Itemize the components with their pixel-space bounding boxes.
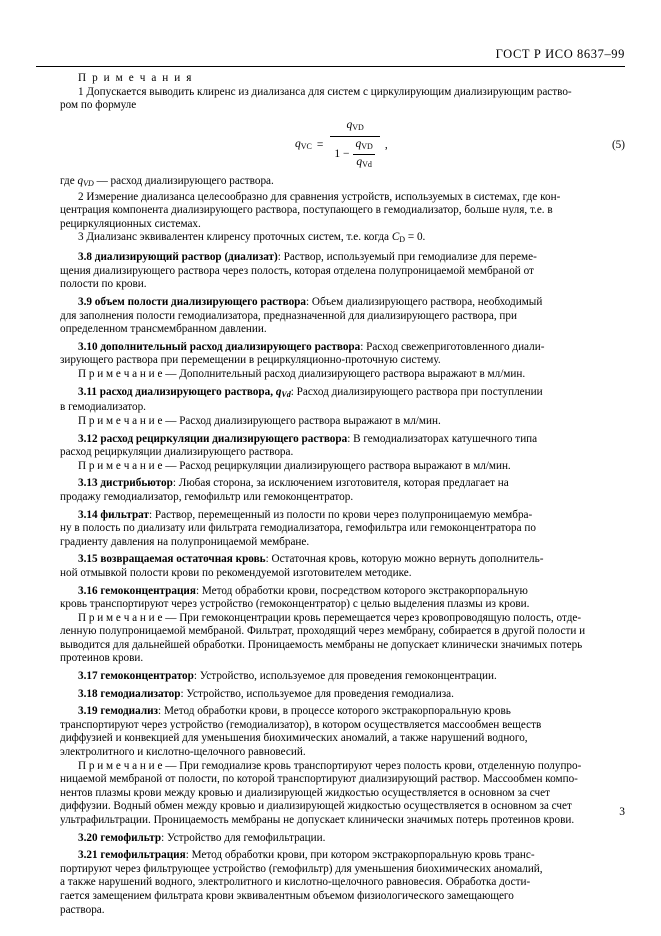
formula-equals: = <box>316 138 324 151</box>
term-3-13-text: : Любая сторона, за исключением изготовителя, которая предлагает на <box>172 477 509 490</box>
header-divider <box>36 66 625 67</box>
term-3-15-text: : Остаточная кровь, которую можно вернуть дополнитель- <box>265 553 544 566</box>
term-3-14-line-2: ну в полость по диализату или фильтрата гемодиализатора, гемофильтра или гемоконцентратора по <box>60 522 536 535</box>
formula-inner-num: $q_{VD}$ <box>355 137 373 151</box>
term-3-9-line-2: для заполнения полости гемодиализатора, предназначенной для диализирующего раствора, при <box>60 309 517 322</box>
term-3-17-label: 3.17 гемоконцентратор <box>78 670 194 683</box>
term-3-15 <box>60 553 625 567</box>
term-3-21 <box>60 849 625 863</box>
formula-denominator <box>330 136 379 173</box>
term-3-12-text: : В гемодиализаторах катушечного типа <box>347 432 538 445</box>
term-3-16 <box>60 585 625 599</box>
term-3-13 <box>60 477 625 491</box>
note-2-line-3: рециркуляционных системах. <box>60 217 201 230</box>
term-3-16-line-2: кровь транспортируют через устройство (гемоконцентратор) с целью выделения плазмы из крови. <box>60 598 530 611</box>
term-3-19 <box>60 705 625 719</box>
term-3-19-note-line-1: П р и м е ч а н и е — При гемодиализе кровь транспортируют через полость крови, отделенную полупро- <box>78 759 582 772</box>
term-3-21-line-3: а также нарушений водного, электролитного и кислотно-щелочного равновесия. Обработка дости- <box>60 876 531 889</box>
term-3-18-label: 3.18 гемодиализатор <box>78 687 181 700</box>
term-3-8-label: 3.8 диализирующий раствор (диализат) <box>78 251 278 264</box>
formula-den-one: 1 − <box>334 148 350 161</box>
term-3-19-note-line-5: ультрафильтрации. Проницаемость мембраны не допускает клинически значимых потерь протеинов крови. <box>60 814 575 827</box>
term-3-14 <box>60 509 625 523</box>
term-3-11: 3.11 расход диализирующего раствора, $q_{Vd}$: Расход диализирующего раствора при поступлении <box>78 385 543 399</box>
term-3-15-label: 3.15 возвращаемая остаточная кровь <box>78 553 266 566</box>
term-3-17-text: : Устройство, используемое для проведения гемоконцентрации. <box>193 670 497 683</box>
term-3-21-text: : Метод обработки крови, при котором экстракорпоральную кровь транс- <box>185 849 535 862</box>
term-3-19-label: 3.19 гемодиализ <box>78 705 159 718</box>
term-3-19-note-line-4: диффузии. Водный обмен между кровью и диализирующей жидкостью осуществляется в основном за счет <box>60 800 572 813</box>
term-3-11-line-2: в гемодиализатор. <box>60 401 146 414</box>
term-3-19-text: : Метод обработки крови, в процессе которого экстракорпоральную кровь <box>158 705 511 718</box>
term-3-13-label: 3.13 дистрибьютор <box>78 477 173 490</box>
formula-legend: где $q_{VD}$ — расход диализирующего раствора. <box>60 174 274 189</box>
term-3-13-line-2: продажу гемодиализатор, гемофильтр или гемоконцентратор. <box>60 490 354 503</box>
term-3-19-note-line-3: нентов плазмы крови между кровью и диализирующей жидкостью осуществляется в основном за счет <box>60 786 550 799</box>
page-header-standard-ref: ГОСТ Р ИСО 8637–99 <box>495 47 625 61</box>
term-3-16-label: 3.16 гемоконцентрация <box>78 584 196 597</box>
term-3-12-note: П р и м е ч а н и е — Расход рециркуляции диализирующего раствора выражают в мл/мин. <box>78 459 511 472</box>
term-3-14-label: 3.14 фильтрат <box>78 508 149 521</box>
note-2-line-1: 2 Измерение диализанса целесообразно для сравнения устройств, используемых в системах, где кон- <box>78 190 561 203</box>
term-3-10-label: 3.10 дополнительный расход диализирующего раствора <box>78 340 361 353</box>
term-3-19-line-2: транспортируют через устройство (гемодиализатор), в котором осуществляется массообмен веществ <box>60 718 542 731</box>
formula-fraction <box>330 119 379 172</box>
formula-numerator: $q_{VD}$ <box>346 118 364 133</box>
term-3-9-text: : Объем диализирующего раствора, необходимый <box>306 296 543 308</box>
term-3-8-text: : Раствор, используемый при гемодиализе для переме- <box>277 251 537 264</box>
formula-5-block <box>60 119 625 173</box>
term-3-9-line-3: определенном трансмембранном давлении. <box>60 323 267 336</box>
term-3-12-label: 3.12 расход рециркуляции диализирующего раствора <box>78 432 348 445</box>
term-3-11-label: 3.11 расход диализирующего раствора, $q_{Vd}$ <box>78 385 291 399</box>
term-3-21-line-5: раствора. <box>60 903 105 916</box>
notes-heading: П р и м е ч а н и я <box>78 72 193 84</box>
term-3-8-line-3: полости по крови. <box>60 278 147 291</box>
term-3-10-note: П р и м е ч а н и е — Дополнительный расход диализирующего раствора выражают в мл/мин. <box>78 367 526 380</box>
term-3-12-line-2: расход рециркуляции диализирующего раствора. <box>60 446 294 459</box>
term-3-8-line-2: щения диализирующего раствора через полость, которая отделена полупроницаемой мембраной от <box>60 264 534 277</box>
formula-inner-den: $q_{Vd}$ <box>353 154 375 172</box>
note-1-line-1: 1 Допускается выводить клиренс из диализанса для систем с циркулирующим диализирующим раство- <box>78 85 572 98</box>
term-3-16-note-line-1: П р и м е ч а н и е — При гемоконцентрации кровь перемещается через кровопроводящую полость, отде- <box>78 611 582 624</box>
term-3-18 <box>60 688 625 702</box>
page-number: 3 <box>619 806 625 818</box>
term-3-9 <box>60 296 625 310</box>
term-3-21-line-4: гается замещением фильтрата крови эквивалентным объемом физиологического замещающего <box>60 889 514 902</box>
document-body <box>60 72 625 917</box>
term-3-21-label: 3.21 гемофильтрация <box>78 849 186 862</box>
formula-inner-fraction <box>353 138 376 173</box>
formula-number: (5) <box>611 138 625 151</box>
term-3-16-note-line-2: ленную полупроницаемой мембраной. Фильтрат, проходящий через мембрану, собирается в другой полости и <box>60 625 586 638</box>
term-3-10-text: : Расход свежеприготовленного диали- <box>360 340 545 353</box>
note-1-line-2: ром по формуле <box>60 99 137 112</box>
term-3-17 <box>60 670 625 684</box>
term-3-15-line-2: ной отмывкой полости крови по рекомендуемой изготовителем методике. <box>60 566 412 579</box>
note-2-line-2: центрация компонента диализирующего раствора, поступающего в гемодиализатор, больше нуля, т.е. в <box>60 204 553 217</box>
term-3-19-line-4: электролитного и кислотно-щелочного равновесий. <box>60 746 306 759</box>
term-3-18-text: : Устройство, используемое для проведения гемодиализа. <box>180 687 454 700</box>
term-3-14-line-3: градиенту давления на полупроницаемой мембране. <box>60 535 310 548</box>
term-3-10 <box>60 341 625 355</box>
term-3-20-text: : Устройство для гемофильтрации. <box>161 831 326 844</box>
term-3-21-line-2: портируют через фильтрующее устройство (гемофильтр) для уменьшения биохимических аномалий, <box>60 862 543 875</box>
term-3-14-text: : Раствор, перемещенный из полости по крови через полупроницаемую мембра- <box>148 508 533 521</box>
term-3-9-label: 3.9 объем полости диализирующего раствора <box>78 296 306 308</box>
formula-5 <box>295 119 388 172</box>
term-3-10-line-2: зирующего раствора при перемещении в рециркуляционно-проточную систему. <box>60 354 441 367</box>
formula-comma: , <box>384 138 388 151</box>
term-3-8 <box>60 251 625 265</box>
term-3-19-note-line-2: ницаемой мембраной от полости, по которой транспортируют диализирующий раствор. Массообмен компо- <box>60 773 578 786</box>
term-3-16-text: : Метод обработки крови, посредством которого экстракорпоральную <box>195 584 528 597</box>
term-3-20-label: 3.20 гемофильтр <box>78 831 162 844</box>
term-3-20 <box>60 832 625 846</box>
formula-lhs: $q_{VC}$ <box>295 137 312 151</box>
term-3-16-note-line-3: выводится для дальнейшей обработки. Проницаемость мембраны не допускает клинически значимых потерь <box>60 638 583 651</box>
term-3-12 <box>60 433 625 447</box>
term-3-19-line-3: диффузией и конвекцией для уменьшения биохимических аномалий, а также нарушений водного, <box>60 732 528 745</box>
note-3: 3 Диализанс эквивалентен клиренсу проточных систем, т.е. когда $C_D = 0$. <box>78 231 426 245</box>
term-3-16-note-line-4: протеинов крови. <box>60 652 144 665</box>
term-3-11-note: П р и м е ч а н и е — Расход диализирующего раствора выражают в мл/мин. <box>78 414 441 427</box>
